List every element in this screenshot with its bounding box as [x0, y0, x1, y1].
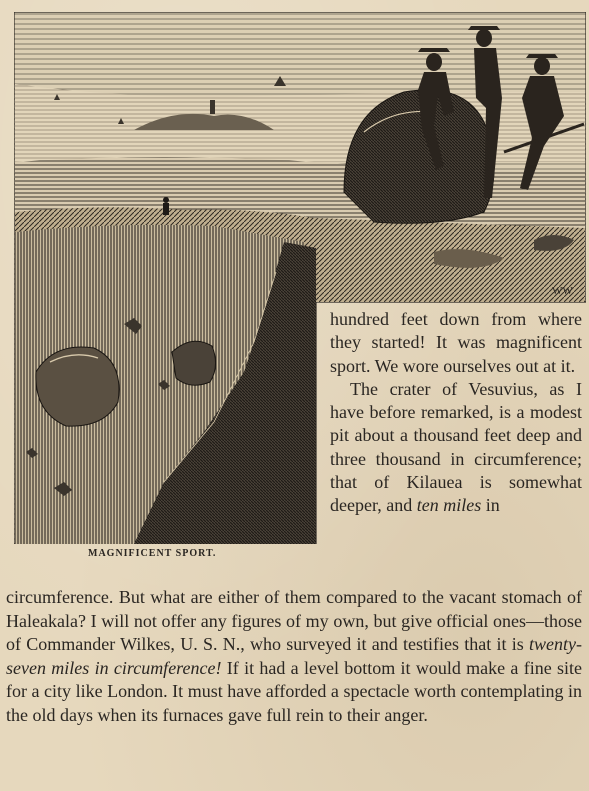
sky	[15, 13, 585, 83]
full-width-text	[6, 586, 582, 728]
text-run: If it had a level bottom it would make a fine site for a city like London. It must have afforded a spectacle worth contemplating in the old days when its furnaces gave full rein to their anger.	[6, 657, 583, 725]
text-run: circumference. But what are either of them compared to the vacant stomach of Haleakala? I will not offer any figures of my own, but give official ones—those of Commander Wilkes, U. S. N., who surveyed it and testifies that it is	[6, 587, 582, 655]
distant-tower	[210, 100, 215, 114]
text-run: The crater of Vesuvius, as I have before remarked, is a modest pit about a thousand feet deep and three thousand in circumference; that of Kilauea is somewhat deeper, and	[330, 378, 582, 516]
falling-boulder	[172, 341, 216, 385]
paragraph	[330, 378, 582, 518]
artist-monogram: WW	[552, 285, 573, 297]
paragraph: hundred feet down from where they started! It was magnificent sport. We wore ourselves out at it.	[330, 309, 582, 376]
column-text	[330, 308, 582, 518]
figure-on-rim	[163, 197, 169, 215]
falling-boulder	[36, 347, 119, 426]
illustration-caption: MAGNIFICENT SPORT.	[88, 548, 217, 559]
italic-text: ten miles	[416, 495, 482, 516]
paragraph	[6, 586, 582, 728]
italic-text: twenty-seven miles in circumference!	[6, 634, 582, 678]
text-run: in	[481, 495, 500, 516]
